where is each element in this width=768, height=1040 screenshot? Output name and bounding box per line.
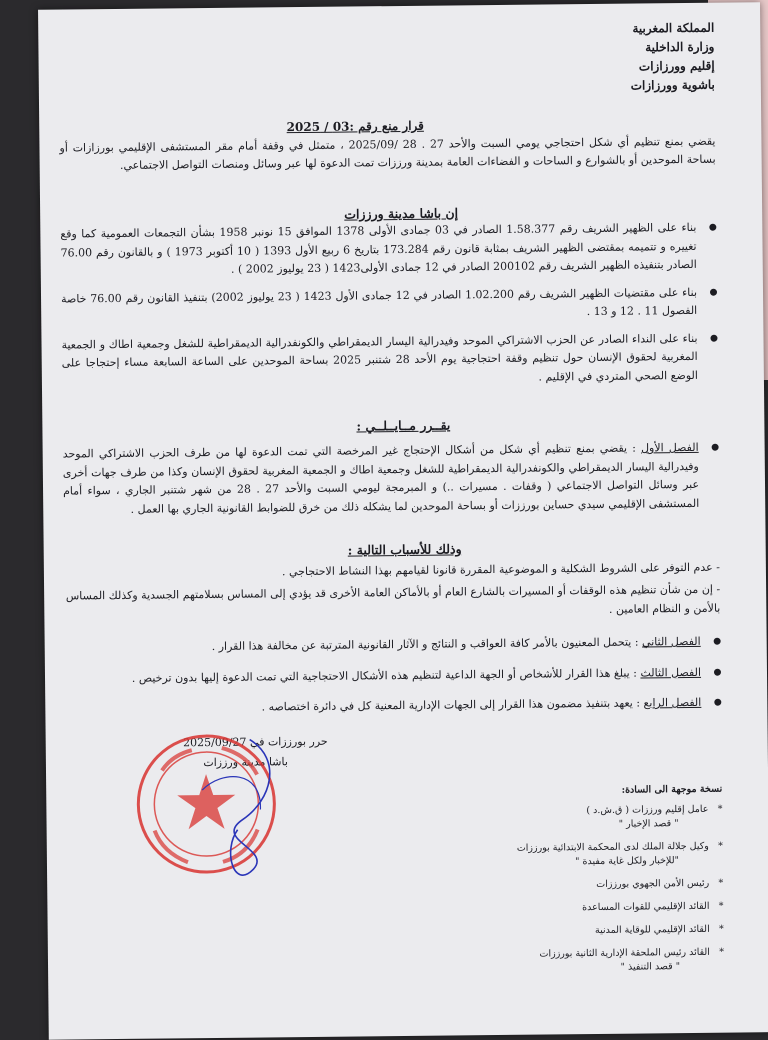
letterhead-ministry: وزارة الداخلية [645,39,715,55]
decision-intro: يقضي بمنع تنظيم أي شكل احتجاجي يومي السبت والأحد 27 . 28 /2025/09 ، متمثل في وقفة أمام مقر المستشفى الإقليمي بورزازات أو بساحة الموحدين أو بالشوارع و الساحات و الفضاءات العامة بمدينة ورززات تمت الدعوة لها عبر وسائل ومنصات التواصل الاجتماعي. [59,134,716,172]
chapter-item [65,694,721,719]
chapter-item [63,439,720,520]
decision-title: قرار منع رقم :03 / 2025 [286,118,424,135]
signoff-signer: باشا مدينة ورززات [203,755,288,770]
chapters-list [65,633,722,719]
official-stamp [132,729,282,879]
copy-recipient-name: عامل إقليم ورززات ( ق.ش.د ) [586,803,709,817]
decides-title: يقــرر مــايــلــي : [356,417,451,434]
copies-title: نسخة موجهة الى السادة: [621,783,723,796]
letterhead-kingdom: المملكة المغربية [632,20,715,36]
bullet-icon [714,638,721,645]
reason-item: - عدم التوفر على الشروط الشكلية و الموضوعية المقررة قانونا لقيامهم بهذا النشاط الاحتجاجي . [281,560,720,579]
asterisk-icon: * [719,946,724,958]
copy-recipient [377,900,723,918]
document-page [38,2,768,1040]
copy-recipient-purpose: "للإخبار ولكل غاية مفيدة " [575,855,680,868]
reason-item: - إن من شأن تنظيم هذه الوقفات أو المسيرات بالشارع العام أو بالأماكن العامة الأخرى قد يؤدي إلى المساس بسلامتهم الجسدية وكذلك المساس بالأمن و النظام العامين . [65,582,721,616]
chapter1-list [63,439,720,520]
asterisk-icon: * [718,840,723,852]
bullet-icon [709,224,716,231]
consideration-item [61,283,717,327]
copy-recipient-purpose: " قصد التنفيذ " [620,961,681,973]
copy-recipient-purpose: " قصد الإخبار " [618,818,679,830]
copy-recipient-name: رئيس الأمن الجهوي بورززات [596,877,710,890]
chapter-item [65,663,721,688]
copy-recipient [377,877,723,895]
copy-recipient-name: القائد الإقليمي للقوات المساعدة [582,900,710,914]
copy-recipient-name: القائد الإقليمي للوقاية المدنية [594,923,710,936]
chapter-item [65,633,721,658]
copy-recipient [378,923,724,941]
chapter-text: : يعهد بتنفيذ مضمون هذا القرار إلى الجهات الإدارية المعنية كل في دائرة اختصاصه . [261,696,641,714]
signoff-date: 2025/09/27 [183,735,247,750]
copy-recipient [377,840,723,872]
chapter-label: الفصل الأول [640,440,699,455]
reasons-title: وذلك للأسباب التالية : [347,541,462,558]
chapter-label: الفصل الرابع [643,695,702,710]
consideration-text: بناء على الظهير الشريف رقم 1.58.377 الصادر في 03 جمادى الأولى 1378 الموافق 15 نونبر 1958 بشأن التجمعات العمومية كما وقع تغييره و تتميمه بمقتضى الظهير الشريف بمثابة قانون رقم 173.284 بتاريخ 6 ربيع الأول 1393 ( 10 أكتوبر 1973 ) و بالقانون رقم 76.00 الصادر بتنفيذه الظهير الشريف رقم 200102 الصادر في 12 جمادى الأولى1423 ( 23 يوليوز 2002 ) . [60,220,697,276]
letterhead [630,19,715,96]
consideration-text: بناء على مقتضيات الظهير الشريف رقم 1.02.200 الصادر في 12 جمادى الأول 1423 ( 23 يوليوز 2002) بتنفيذ القانون رقم 76.00 خاصة الفصول 11 . 12 و 13 . [60,285,698,319]
chapter-label: الفصل الثالث [640,665,702,680]
asterisk-icon: * [718,877,724,889]
consideration-item [61,329,718,391]
bullet-icon [712,444,719,451]
consideration-item [60,219,717,281]
chapter-label: الفصل الثاني [641,634,701,649]
chapter-text: : يتحمل المعنيون بالأمر كافة العواقب و النتائج و الآثار القانونية المترتبة عن مخالفة هذا القرار . [211,635,639,653]
copy-recipient [378,946,724,978]
issuer-title: إن باشا مدينة ورززات [344,205,459,222]
bullet-icon [710,288,717,295]
copy-recipient-name: وكيل جلالة الملك لدى المحكمة الابتدائية بورززات [516,840,709,854]
consideration-text: بناء على النداء الصادر عن الحزب الاشتراكي الموحد وفيدرالية اليسار الديمقراطي والكونفدرالية الديمقراطية للشغل وجمعية اطاك و الجمعية المغربية لحقوق الإنسان حول تنظيم وقفة احتجاجية يوم الأحد 28 شتنبر 2025 بساحة الموحدين على الساعة السابعة مساء إحتجاجا على الوضع الصحي المتردي في الإقليم . [61,331,698,384]
bullet-icon [714,668,721,675]
letterhead-pashalik: باشوية وورزازات [630,77,715,93]
considerations-list [60,219,718,392]
letterhead-province: إقليم وورزازات [638,58,715,74]
chapter-text: : يقضي بمنع تنظيم أي شكل من أشكال الإحتجاج غير المرخصة التي تمت الدعوة لها من طرف الحزب الاشتراكي الموحد وفيدرالية اليسار الديمقراطي والكونفدرالية الديمقراطية للشغل وجمعية اطاك و الجمعية المغربية لحقوق الإنسان وكذا من طرف جهات أخرى عبر وسائل التواصل الاجتماعي ( وقفات . مسيرات ..) و المبرمجة ليومي السبت والأحد 27 . 28 من شهر شتنبر الجاري ، سواء أمام المستشفى الإقليمي سيدي حساين بورززات أو بساحة الموحدين لما يشكله ذلك من خرق للضوابط القانونية الجاري بها العمل . [62,441,700,516]
bullet-icon [714,699,721,706]
asterisk-icon: * [718,923,724,935]
signoff-place-text: حرر بورززات في [249,734,328,749]
asterisk-icon: * [718,900,724,912]
asterisk-icon: * [717,803,723,815]
chapter-text: : يبلغ هذا القرار للأشخاص أو الجهة الداعية لتنظيم هذه الأشكال الاحتجاجية التي تمت الدعوة إليها بدون ترخيص . [131,666,637,685]
copy-recipient [376,803,722,835]
bullet-icon [710,334,717,341]
copy-recipient-name: القائد رئيس الملحقة الإدارية الثانية بورززات [539,946,710,960]
copies-list [376,783,724,987]
